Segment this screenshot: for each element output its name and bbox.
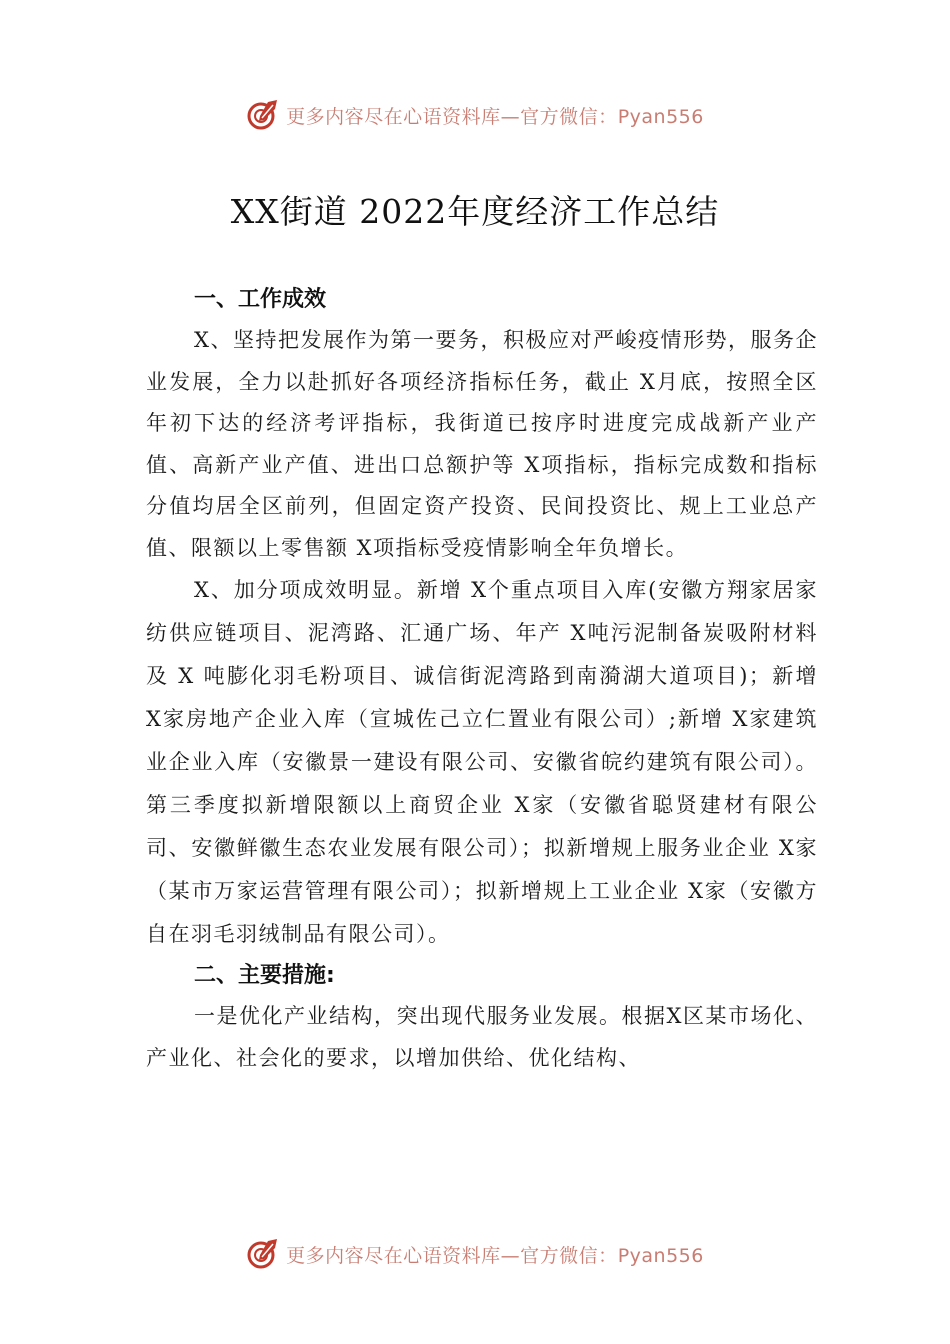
section-heading-achievements: 一、工作成效	[194, 287, 327, 312]
document-title: XX街道 2022年度经济工作总结	[230, 192, 720, 231]
paragraph-development-priority: X、坚持把发展作为第一要务，积极应对严峻疫情形势，服务企业发展，全力以赴抓好各项经济指标任务，截止 X月底，按照全区年初下达的经济考评指标，我街道已按序时进度完成战新产业产值、高新产业产值、进出口总额护等 X项指标，指标完成数和指标分值均居全区前列，但固定资产投资、民间投资比、规上工业总产值、限额以上零售额 X项指标受疫情影响全年负增长。	[146, 328, 818, 560]
paragraph-bonus-items: X、加分项成效明显。新增 X个重点项目入库(安徽方翔家居家纺供应链项目、泥湾路、汇通广场、年产 X吨污泥制备炭吸附材料及 X 吨膨化羽毛粉项目、诚信街泥湾路到南漪湖大道项目)；新增 X家房地产企业入库（宣城佐己立仁置业有限公司）;新增 X家建筑业企业入库（安徽景一建设有限公司、安徽省皖约建筑有限公司）。第三季度拟新增限额以上商贸企业 X家（安徽省聪贤建材有限公司、安徽鲜徽生态农业发展有限公司）；拟新增规上服务业企业 X家（某市万家运营管理有限公司）；拟新增规上工业企业 X家（安徽方自在羽毛羽绒制品有限公司）。	[146, 578, 818, 946]
fountain-pen-seal-icon	[246, 1237, 280, 1271]
watermark-banner-bottom	[0, 1234, 950, 1274]
watermark-banner-top	[0, 95, 950, 135]
section-heading-measures: 二、主要措施:	[194, 963, 335, 988]
watermark-text: 更多内容尽在心语资料库—官方微信：Pyan556	[286, 1244, 704, 1267]
document-body	[146, 280, 818, 1079]
watermark-text: 更多内容尽在心语资料库—官方微信：Pyan556	[286, 105, 704, 128]
paragraph-industrial-structure: 一是优化产业结构，突出现代服务业发展。根据X区某市场化、产业化、社会化的要求，以增加供给、优化结构、	[146, 1004, 818, 1070]
fountain-pen-seal-icon	[246, 98, 280, 132]
